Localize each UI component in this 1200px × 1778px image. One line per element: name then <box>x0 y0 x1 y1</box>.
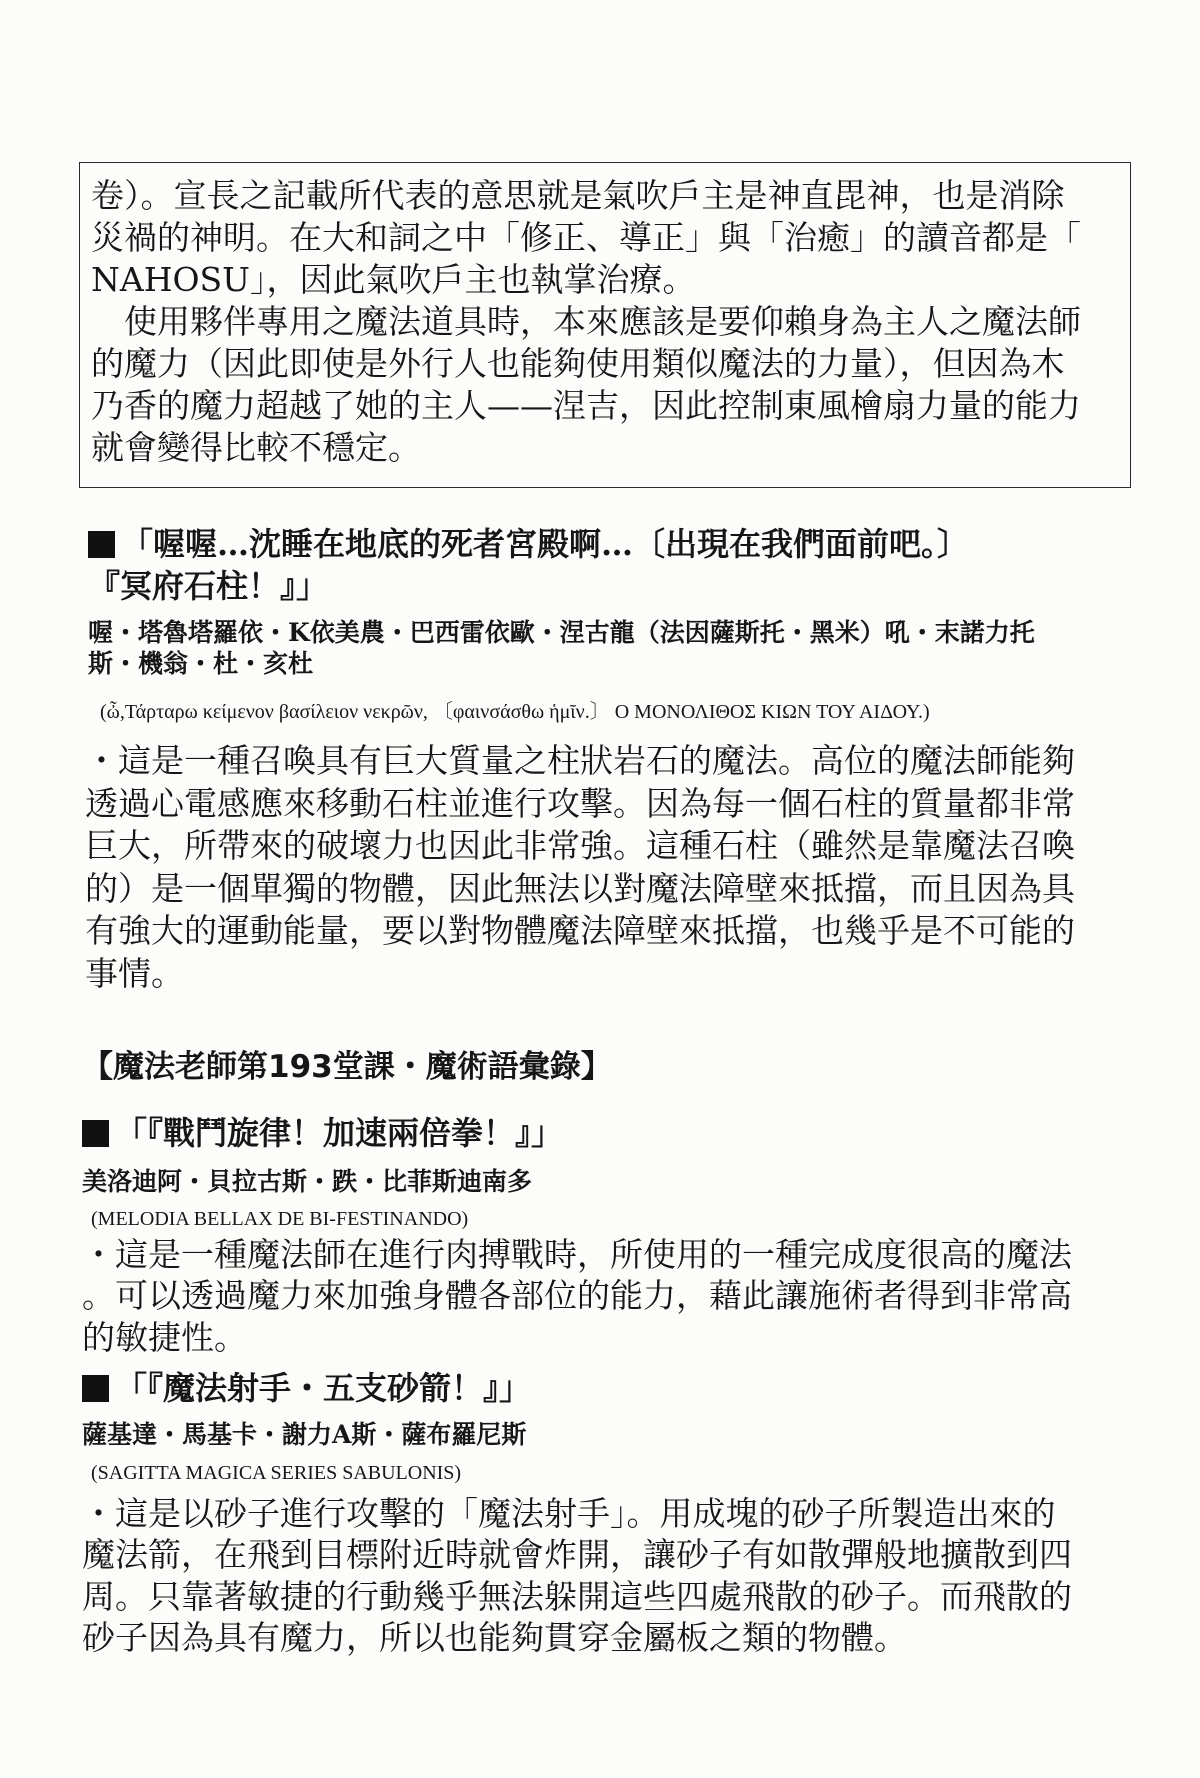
description-line: ・這是以砂子進行攻擊的「魔法射手」。用成塊的砂子所製造出來的 <box>82 1494 1056 1533</box>
spell-original-text: (MELODIA BELLAX DE BI-FESTINANDO) <box>91 1208 469 1230</box>
description-line: 砂子因為具有魔力，所以也能夠貫穿金屬板之類的物體。 <box>82 1618 907 1658</box>
annotation-line: 卷）。宣長之記載所代表的意思就是氣吹戶主是神直毘神，也是消除 <box>91 176 1065 215</box>
spell-reading <box>82 1419 526 1450</box>
description-line: 有強大的運動能量，要以對物體魔法障壁來抵擋，也幾乎是不可能的 <box>85 911 1075 950</box>
spell-original-text: (SAGITTA MAGICA SERIES SABULONIS) <box>91 1462 462 1484</box>
reading-line: 美洛迪阿・貝拉古斯・跌・比菲斯迪南多 <box>82 1167 533 1196</box>
description-line: 的）是一個單獨的物體，因此無法以對魔法障壁來抵擋，而且因為具 <box>85 868 1075 908</box>
annotation-line: 使用夥伴專用之魔法道具時，本來應該是要仰賴身為主人之魔法師 <box>124 302 1081 341</box>
annotation-line: 的魔力（因此即使是外行人也能夠使用類似魔法的力量），但因為木 <box>91 344 1065 383</box>
spell-description <box>85 740 1075 995</box>
annotation-line: 就會變得比較不穩定。 <box>91 428 421 467</box>
black-square-icon <box>82 1120 109 1147</box>
incantation-line <box>82 1367 531 1409</box>
incantation-text: 「『戰鬥旋律！加速兩倍拳！』」 <box>115 1114 564 1152</box>
description-line: ・這是一種召喚具有巨大質量之柱狀岩石的魔法。高位的魔法師能夠 <box>85 741 1075 780</box>
reading-line: 薩基達・馬基卡・謝力A斯・薩布羅尼斯 <box>82 1420 527 1449</box>
incantation-line <box>82 1112 563 1154</box>
description-line: 周。只靠著敏捷的行動幾乎無法躲開這些四處飛散的砂子。而飛散的 <box>82 1576 1072 1616</box>
reading-line: 喔・塔魯塔羅依・K依美農・巴西雷依歐・涅古龍（法因薩斯托・黑米）吼・末諾力托 <box>88 618 1035 647</box>
description-line: 透過心電感應來移動石柱並進行攻擊。因為每一個石柱的質量都非常 <box>85 783 1075 823</box>
spell-reading <box>88 617 1035 679</box>
description-line: 的敏捷性。 <box>82 1317 247 1357</box>
spell-description <box>82 1493 1072 1659</box>
incantation-line <box>88 523 969 565</box>
spell-reading <box>82 1166 532 1197</box>
annotation-line: 乃香的魔力超越了她的主人——涅吉，因此控制東風檜扇力量的能力 <box>91 386 1081 425</box>
black-square-icon <box>82 1375 109 1402</box>
annotation-line: NAHOSU」，因此氣吹戶主也執掌治療。 <box>91 260 696 299</box>
description-line: ・這是一種魔法師在進行肉搏戰時，所使用的一種完成度很高的魔法 <box>82 1235 1072 1274</box>
spell-incantation <box>88 523 969 607</box>
description-line: 事情。 <box>85 953 184 993</box>
incantation-text: 「喔喔…沈睡在地底的死者宮殿啊…〔出現在我們面前吧。〕 <box>121 525 970 563</box>
incantation-text: 「『魔法射手・五支砂箭！』」 <box>115 1369 532 1407</box>
annotation-line: 災禍的神明。在大和詞之中「修正、導正」與「治癒」的讀音都是「 <box>91 218 1081 257</box>
description-line: 魔法箭，在飛到目標附近時就會炸開，讓砂子有如散彈般地擴散到四 <box>82 1535 1072 1575</box>
spell-incantation <box>82 1112 563 1154</box>
black-square-icon <box>88 531 115 558</box>
section-heading: 【魔法老師第193堂課・魔術語彙錄】 <box>82 1049 612 1085</box>
description-line: 。可以透過魔力來加強身體各部位的能力，藉此讓施術者得到非常高 <box>82 1276 1072 1316</box>
incantation-line: 『冥府石柱！』」 <box>88 567 329 605</box>
spell-incantation <box>82 1367 531 1409</box>
annotation-box <box>79 162 1131 488</box>
reading-line: 斯・機翁・杜・亥杜 <box>88 649 314 678</box>
description-line: 巨大，所帶來的破壞力也因此非常強。這種石柱（雖然是靠魔法召喚 <box>85 826 1075 865</box>
spell-description <box>82 1234 1072 1358</box>
spell-original-text: (ὦ,Τάρταρω κείμενον βασίλειον νεκρῶν, 〔φαινσάσθω ἡμῖν.〕 Ο ΜΟΝΟΛΙΘΟΣ ΚΙΩΝ ΤΟΥ ΑΙΔΟΥ.) <box>100 701 930 723</box>
